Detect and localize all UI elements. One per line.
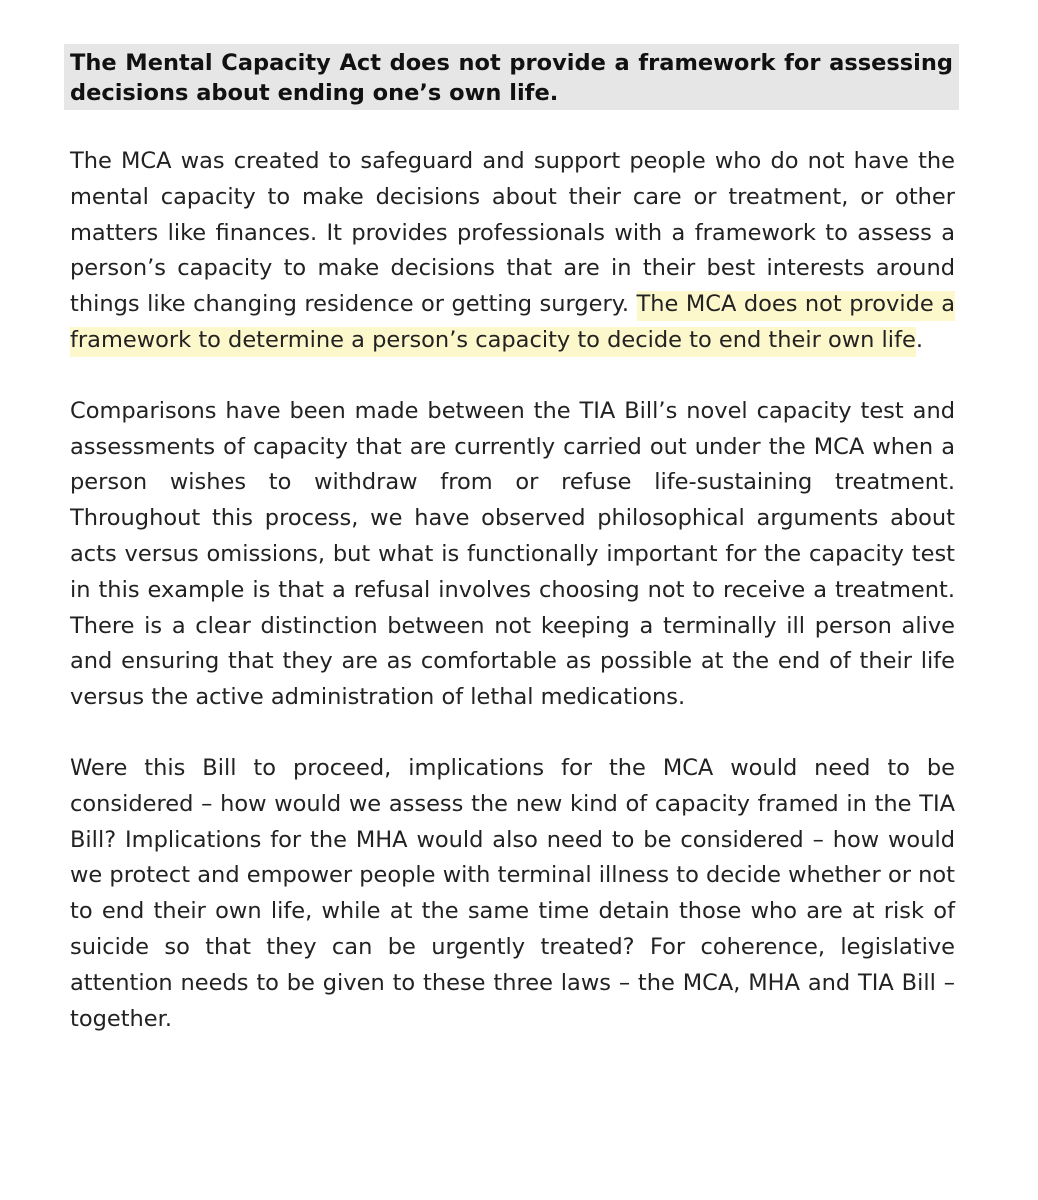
paragraph-implications: Were this Bill to proceed, implications for the MCA would need to be considered – how would we assess the new kind of capacity framed in the TIA Bill? Implications for the MHA would also need to be considered – how would we protect and empower people with terminal illness to decide whether or not to end their own life, while at the same time detain those who are at risk of suicide so that they can be urgently treated? For coherence, legislative attention needs to be given to these three laws – the MCA, MHA and TIA Bill – together. xyxy=(70,754,955,1032)
paragraph-comparisons: Comparisons have been made between the TIA Bill’s novel capacity test and assessments of capacity that are currently carried out under the MCA when a person wishes to withdraw from or refuse life-sustaining treatment. Throughout this process, we have observed philosophical arguments about acts versus omissions, but what is functionally important for the capacity test in this example is that a refusal involves choosing not to receive a treatment. There is a clear distinction between not keeping a terminally ill person alive and ensuring that they are as comfortable as possible at the end of their life versus the active administration of lethal medications. xyxy=(70,397,955,711)
section-heading: The Mental Capacity Act does not provide a framework for assessing decisions about ending one’s own life. xyxy=(70,50,953,106)
paragraph-mca-purpose xyxy=(70,144,955,359)
paragraph-1-text: The MCA was created to safeguard and support people who do not have the mental capacity to make decisions about their care or treatment, or other matters like finances. It provides professionals with a framework to assess a person’s capacity to make decisions that are in their best interests around things like changing residence or getting surgery. xyxy=(70,148,955,318)
document-page xyxy=(70,44,955,1037)
heading-box xyxy=(64,44,959,110)
paragraph-1-end: . xyxy=(915,326,923,353)
highlighted-text: The MCA does not provide a framework to determine a person’s capacity to decide to end their own life xyxy=(70,291,955,353)
